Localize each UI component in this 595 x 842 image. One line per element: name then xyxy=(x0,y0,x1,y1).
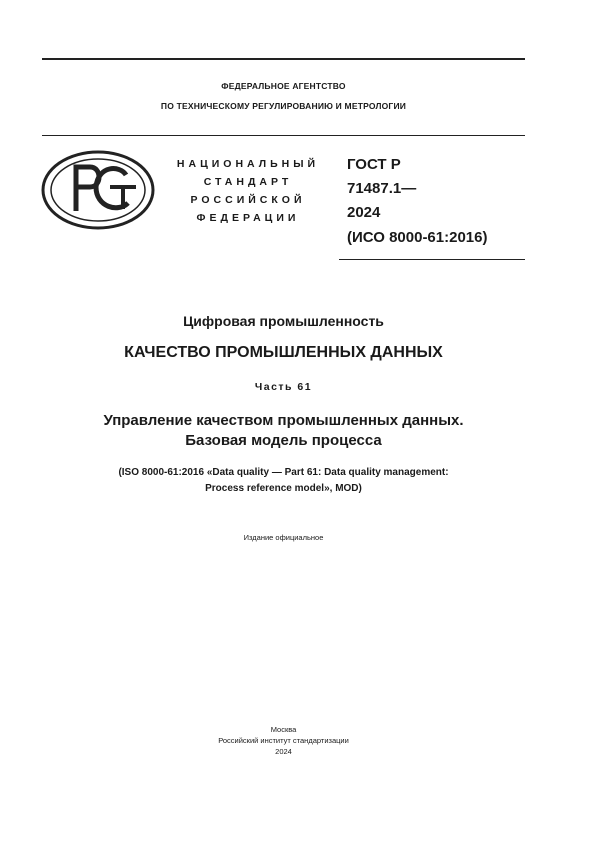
rst-certification-logo-icon xyxy=(40,149,156,231)
edition-note: Издание официальное xyxy=(243,533,324,542)
standard-type-line2: СТАНДАРТ xyxy=(203,176,293,188)
source-standard-line1: (ISO 8000-61:2016 «Data quality — Part 61: Data quality management: xyxy=(118,467,449,478)
footer-city: Москва xyxy=(270,725,297,734)
part-number: Часть 61 xyxy=(254,381,313,393)
main-title: КАЧЕСТВО ПРОМЫШЛЕННЫХ ДАННЫХ xyxy=(124,344,443,361)
designation-rule xyxy=(339,259,525,260)
footer-publisher: Российский институт стандартизации xyxy=(218,736,349,745)
standard-type-line3: РОССИЙСКОЙ xyxy=(190,194,306,206)
top-rule xyxy=(42,58,525,60)
agency-name-line2: ПО ТЕХНИЧЕСКОМУ РЕГУЛИРОВАНИЮ И МЕТРОЛОГИИ xyxy=(160,101,407,111)
standard-type-line4: ФЕДЕРАЦИИ xyxy=(196,212,300,224)
designation-line2: 71487.1— xyxy=(347,180,417,197)
standard-type-line1: НАЦИОНАЛЬНЫЙ xyxy=(176,158,320,170)
designation-line3: 2024 xyxy=(347,204,381,221)
subtitle-line2: Базовая модель процесса xyxy=(185,432,382,449)
designation-line4: (ИСО 8000-61:2016) xyxy=(347,229,488,246)
subtitle-line1: Управление качеством промышленных данных. xyxy=(103,412,464,429)
designation-line1: ГОСТ Р xyxy=(347,156,401,173)
series-title: Цифровая промышленность xyxy=(183,313,384,329)
header-rule xyxy=(42,135,525,136)
agency-name-line1: ФЕДЕРАЛЬНОЕ АГЕНТСТВО xyxy=(221,81,346,91)
footer-year: 2024 xyxy=(275,747,292,756)
source-standard-line2: Process reference model», MOD) xyxy=(205,483,362,494)
